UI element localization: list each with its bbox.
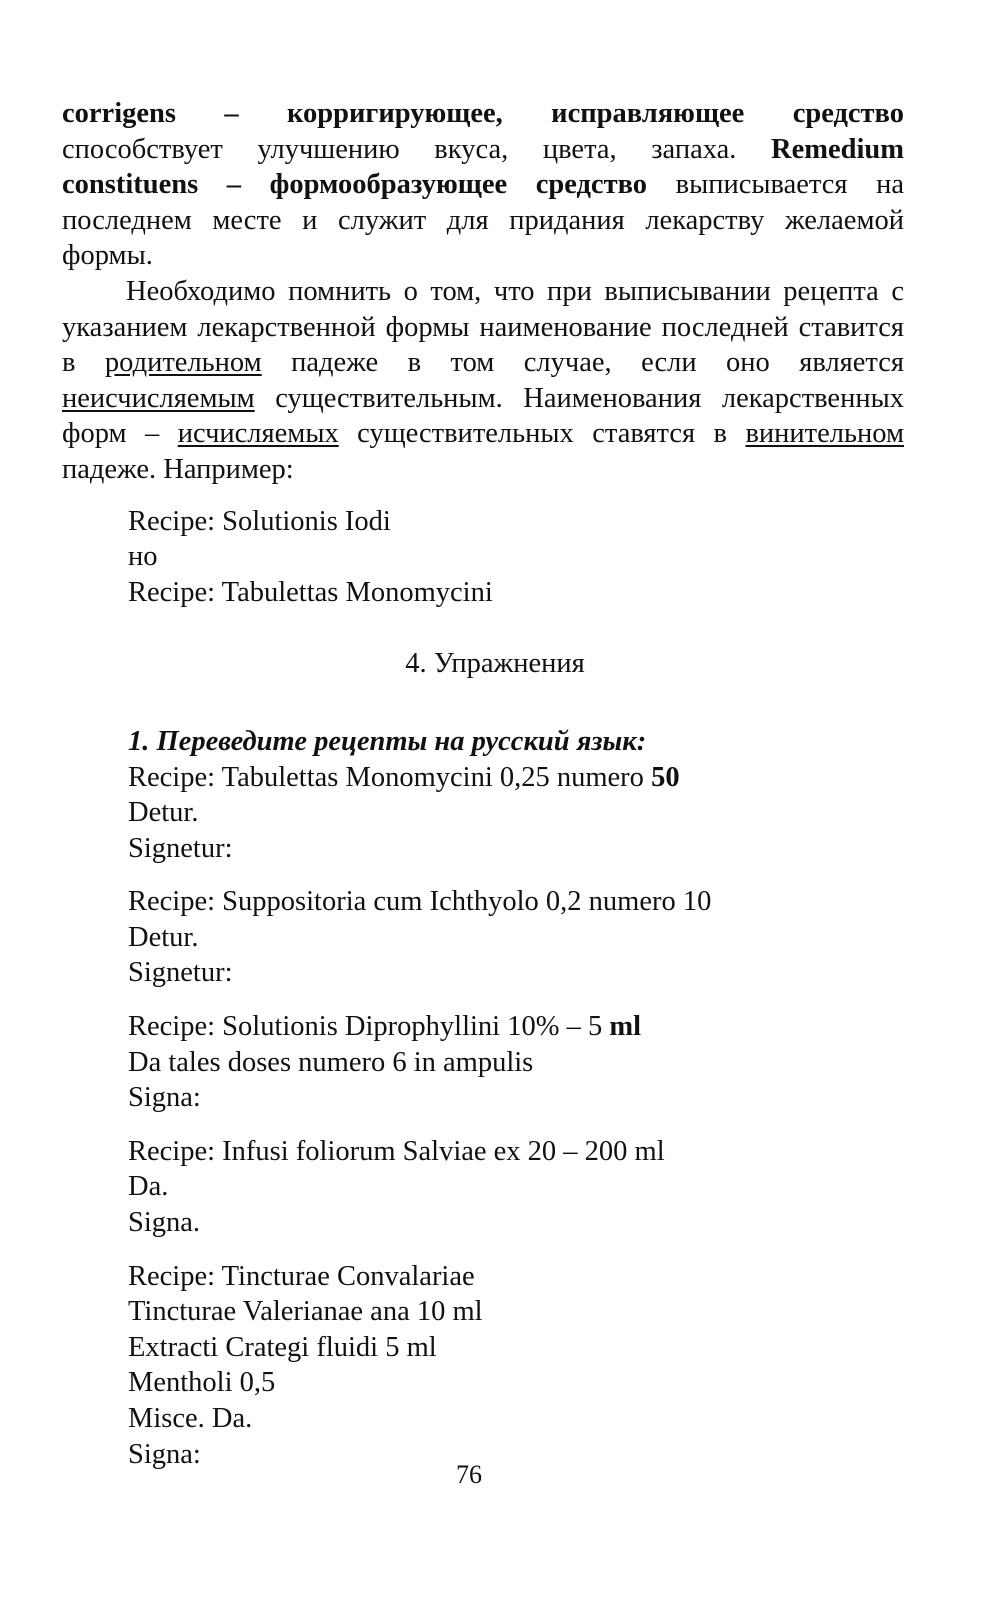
recipe-line-text: Recipe: Tabulettas Monomycini 0,25 numero (128, 761, 652, 793)
recipe-line-text: Detur. (128, 797, 199, 829)
paragraph-text: способствует улучшению вкуса, цвета, запаха. (62, 133, 772, 165)
example-list (128, 504, 904, 611)
example-line: но (128, 541, 158, 573)
term-remedium-constituens: Remedium constituens – формообразующее средство (62, 133, 904, 201)
paragraph-text: падеже в том случае, если оно является (261, 347, 904, 379)
paragraph-case-rule (62, 274, 904, 488)
recipe-line (128, 1045, 904, 1081)
recipe-line (128, 1259, 904, 1295)
recipe-line-text: Da. (128, 1171, 169, 1203)
underlined-term: родительном (104, 347, 262, 379)
recipe-line (128, 831, 904, 867)
example-line: Recipe: Solutionis Iodi (128, 505, 391, 537)
recipe-line (128, 884, 904, 920)
recipe-line-bold-tail: ml (609, 1011, 641, 1043)
recipe-line (128, 955, 904, 991)
section-title: 4. Упражнения (405, 648, 585, 680)
underlined-term: неисчисляемым (62, 382, 255, 414)
recipe-line (128, 795, 904, 831)
recipe-line-text: Signetur: (128, 957, 233, 989)
recipe-line-text: Signa: (128, 1438, 201, 1470)
recipe-line-text: Da tales doses numero 6 in ampulis (128, 1046, 534, 1078)
recipe-line-text: Extracti Crategi fluidi 5 ml (128, 1331, 437, 1363)
recipe-line (128, 1009, 904, 1045)
paragraph-text: Необходимо помнить о том, что при выписывании рецепта с указанием лекарственной формы наименование последней ставится в (62, 275, 904, 379)
recipe-list (128, 760, 904, 1473)
underlined-term: исчисляемых (177, 418, 339, 450)
recipe-block (128, 1259, 904, 1473)
recipe-line-text: Recipe: Suppositoria cum Ichthyolo 0,2 numero 10 (128, 886, 712, 918)
exercise-title: 1. Переведите рецепты на русский язык: (128, 725, 647, 757)
recipe-line-bold-tail: 50 (651, 761, 680, 793)
recipe-block (128, 884, 904, 991)
recipe-line-text: Signa: (128, 1082, 201, 1114)
recipe-block (128, 1134, 904, 1241)
recipe-line-text: Recipe: Infusi foliorum Salviae ex 20 – 200 ml (128, 1135, 665, 1167)
paragraph-text: существительным. Наименования лекарственных форм – (62, 382, 904, 450)
recipe-line-text: Signetur: (128, 832, 233, 864)
recipe-block (128, 1009, 904, 1116)
exercise-heading (128, 724, 904, 760)
paragraph-text: падеже. Например: (62, 453, 294, 485)
recipe-line (128, 920, 904, 956)
recipe-line-text: Recipe: Tincturae Convalariae (128, 1260, 475, 1292)
paragraph-text: выписывается на последнем месте и служит для придания лекарству желаемой формы. (62, 169, 904, 272)
recipe-line-text: Recipe: Solutionis Diprophyllini 10% – 5 (128, 1011, 610, 1043)
recipe-line (128, 1080, 904, 1116)
paragraph-corrigens (62, 96, 904, 274)
page-number: 76 (456, 1460, 482, 1489)
recipe-line (128, 1294, 904, 1330)
paragraph-text: существительных ставятся в (338, 418, 746, 450)
recipe-line (128, 1169, 904, 1205)
example-line: Recipe: Tabulettas Monomycini (128, 576, 493, 608)
recipe-line (128, 760, 904, 796)
recipe-line (128, 1401, 904, 1437)
recipe-line-text: Signa. (128, 1207, 201, 1239)
recipe-line (128, 1330, 904, 1366)
recipe-line-text: Misce. Da. (128, 1403, 253, 1434)
underlined-term: винительном (745, 418, 904, 450)
recipe-line (128, 1365, 904, 1401)
term-corrigens: corrigens – корригирующее, исправляющее средство (62, 98, 904, 129)
recipe-line-text: Detur. (128, 921, 199, 953)
recipe-line (128, 1205, 904, 1241)
recipe-line (128, 1134, 904, 1170)
page-content (62, 96, 904, 1472)
recipe-line-text: Tincturae Valerianae ana 10 ml (128, 1296, 483, 1328)
recipe-block (128, 760, 904, 867)
recipe-line-text: Mentholi 0,5 (128, 1367, 276, 1399)
